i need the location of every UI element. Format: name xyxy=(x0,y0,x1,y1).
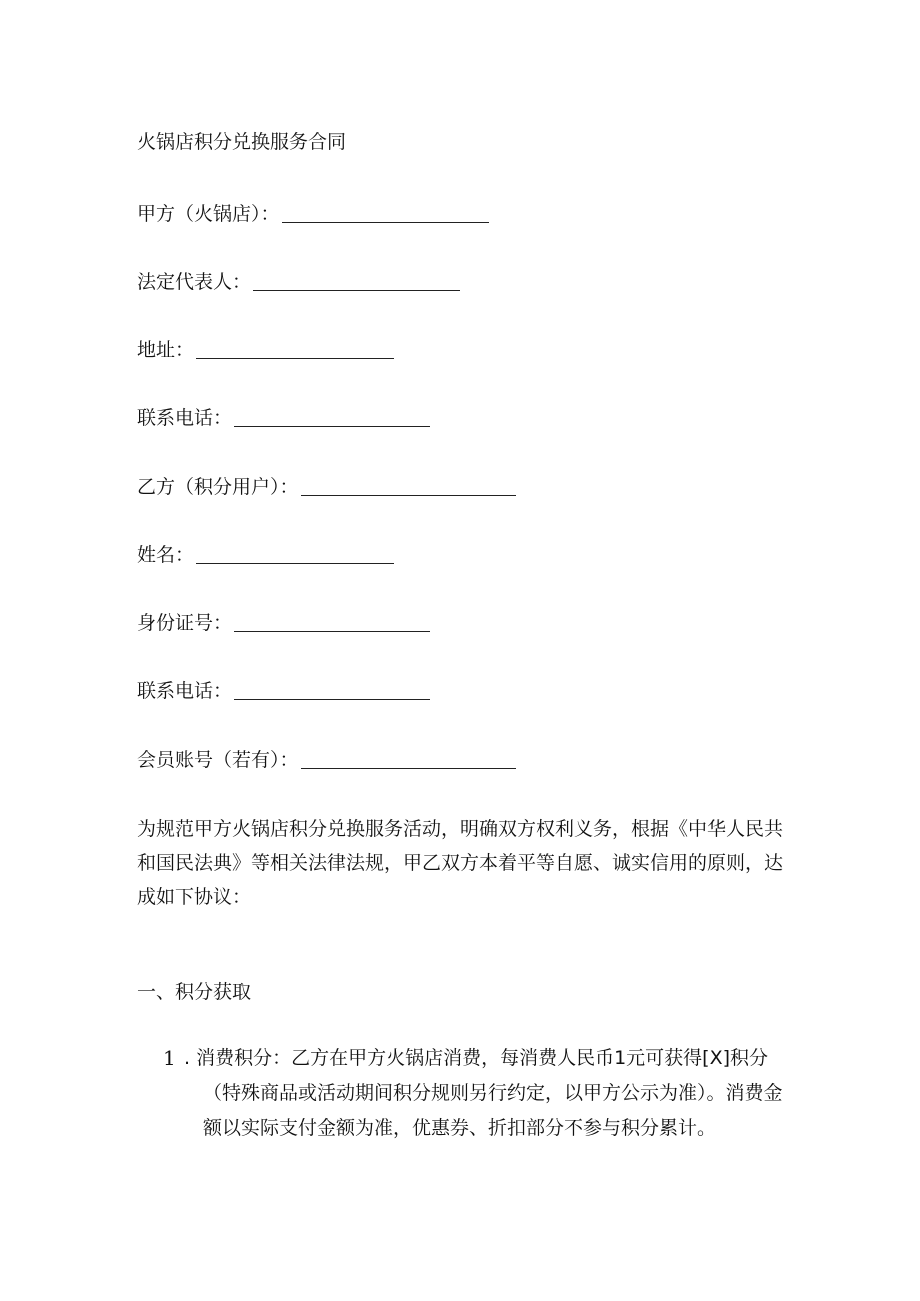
field-label: 联系电话： xyxy=(137,407,233,429)
field-party-a xyxy=(137,196,489,228)
field-label: 甲方（火锅店）： xyxy=(137,203,280,225)
clause-line: . 消费积分：乙方在甲方火锅店消费，每消费人民币1元可获得[X]积分 xyxy=(184,1047,769,1069)
intro-line: 和国民法典》等相关法律法规，甲乙双方本着平等自愿、诚实信用的原则，达 xyxy=(137,852,784,874)
contract-title: 火锅店积分兑换服务合同 xyxy=(137,131,347,153)
fill-in-blank xyxy=(253,270,460,291)
fill-in-blank xyxy=(301,475,516,496)
field-label: 身份证号： xyxy=(137,612,233,634)
field-label: 联系电话： xyxy=(137,680,233,702)
field-label: 法定代表人： xyxy=(137,271,252,293)
intro-line: 为规范甲方火锅店积分兑换服务活动，明确双方权利义务，根据《中华人民共 xyxy=(137,818,784,840)
fill-in-blank xyxy=(234,406,430,427)
clause-1-1 xyxy=(163,1041,783,1146)
clause-number: 1 xyxy=(163,1046,176,1070)
fill-in-blank xyxy=(282,202,489,223)
fill-in-blank xyxy=(234,679,430,700)
field-member-account xyxy=(137,742,516,774)
field-label: 会员账号（若有）： xyxy=(137,749,299,771)
field-label: 姓名： xyxy=(137,544,195,566)
fill-in-blank xyxy=(301,748,516,769)
intro-line: 成如下协议： xyxy=(137,886,252,908)
fill-in-blank xyxy=(196,338,394,359)
clause-line: 额以实际支付金额为准，优惠券、折扣部分不参与积分累计。 xyxy=(203,1117,717,1139)
field-phone-a xyxy=(137,400,430,432)
field-address xyxy=(137,332,394,364)
field-party-b xyxy=(137,469,516,501)
section-heading: 一、积分获取 xyxy=(137,981,252,1003)
field-phone-b xyxy=(137,673,430,705)
field-name xyxy=(137,537,394,569)
field-legal-representative xyxy=(137,264,460,296)
fill-in-blank xyxy=(196,543,394,564)
intro-paragraph xyxy=(137,812,784,914)
field-id-number xyxy=(137,605,430,637)
fill-in-blank xyxy=(234,611,430,632)
field-label: 地址： xyxy=(137,339,195,361)
field-label: 乙方（积分用户）： xyxy=(137,476,299,498)
clause-line: （特殊商品或活动期间积分规则另行约定，以甲方公示为准）。消费金 xyxy=(203,1082,783,1104)
